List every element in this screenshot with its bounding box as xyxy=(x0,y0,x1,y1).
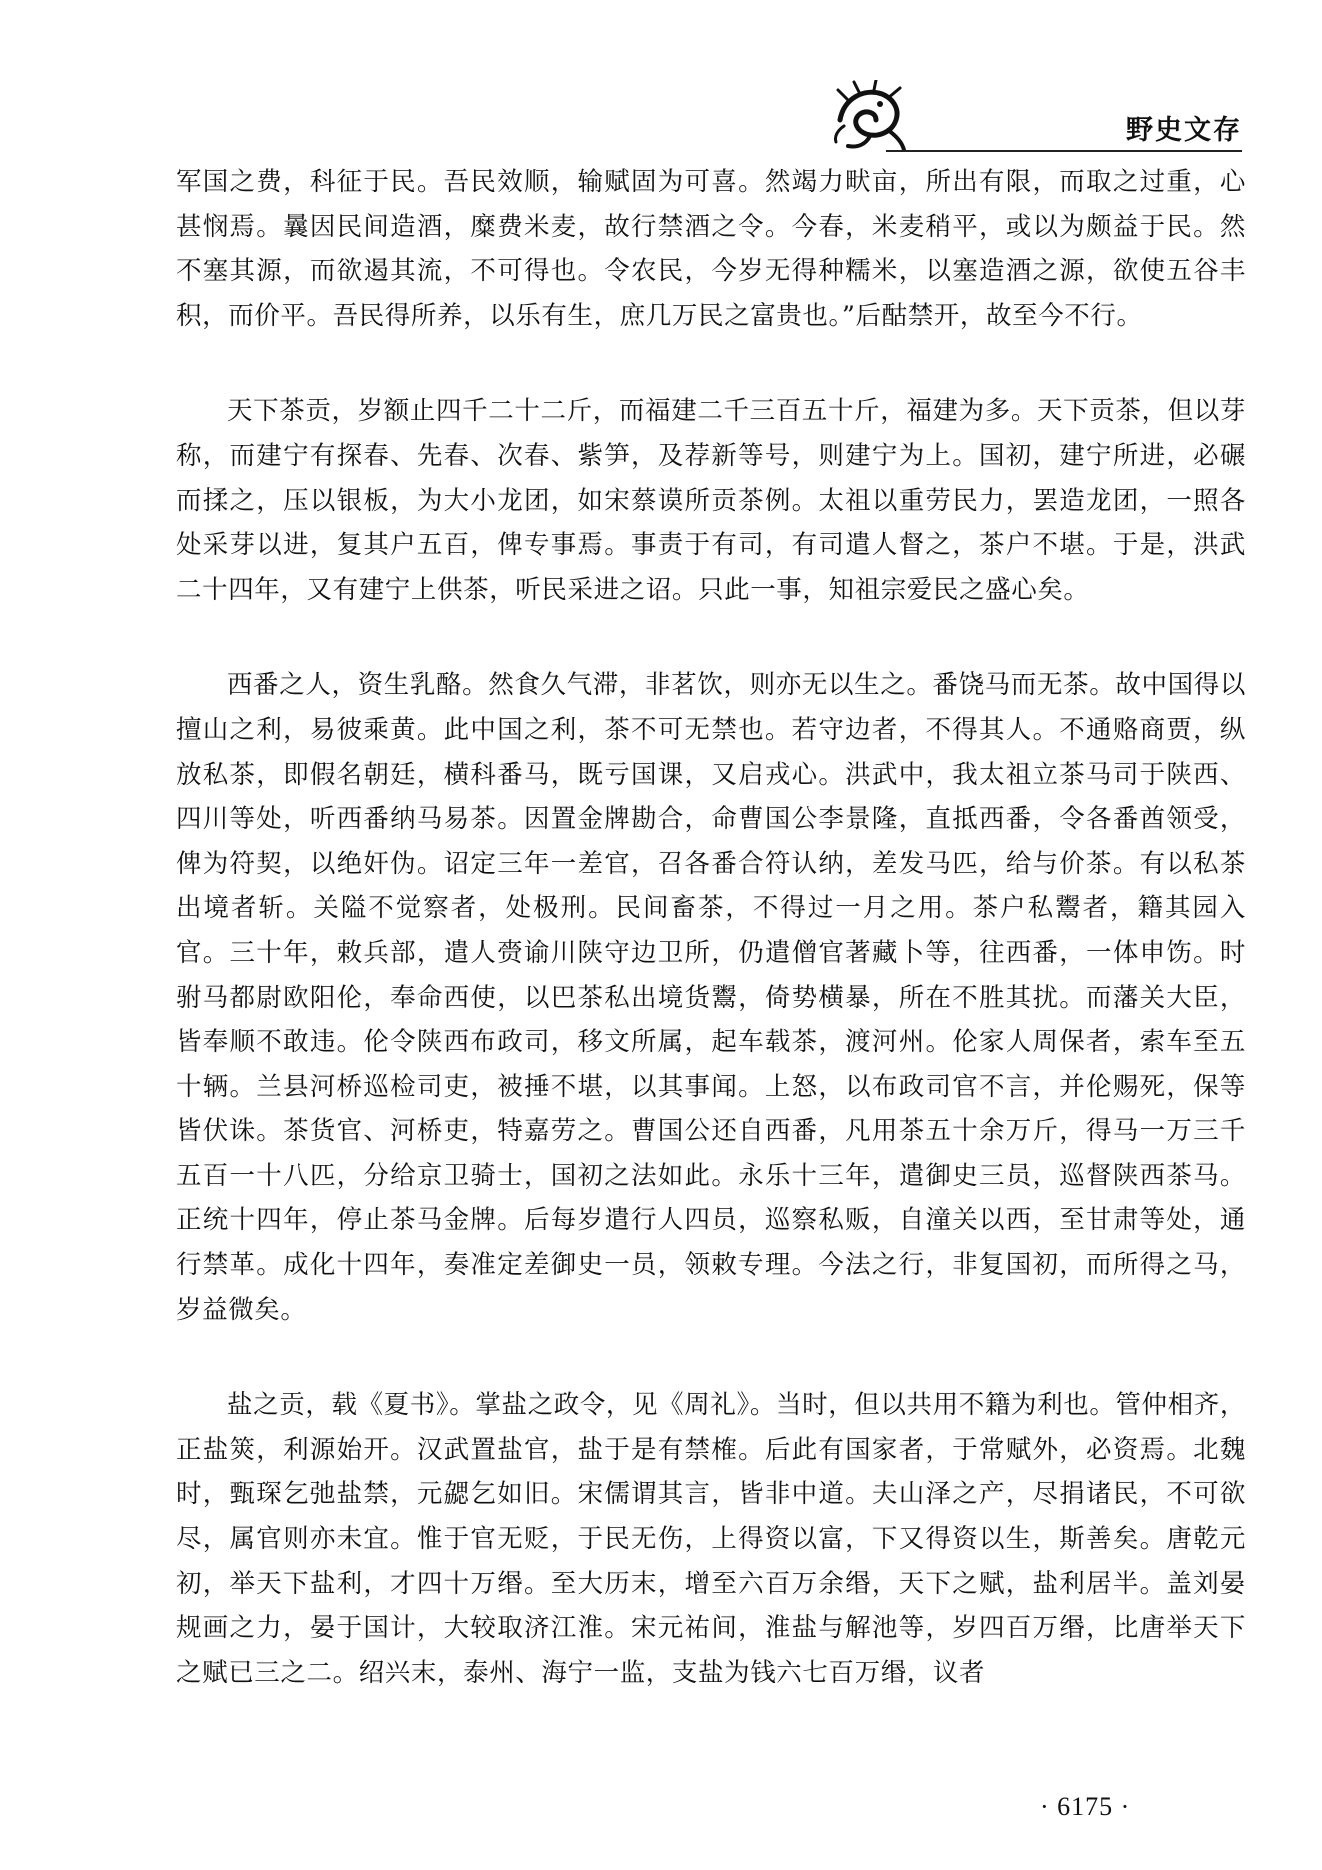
paragraph-1: 军国之费，科征于民。吾民效顺，输赋固为可喜。然竭力畎亩，所出有限，而取之过重，心甚悯焉。曩因民间造酒，糜费米麦，故行禁酒之令。今春，米麦稍平，或以为颇益于民。然不塞其源，而欲遏其流，不可得也。令农民，今岁无得种糯米，以塞造酒之源，欲使五谷丰积，而价平。吾民得所养，以乐有生，庶几万民之富贵也。”后酤禁开，故至今不行。 xyxy=(176,167,1246,331)
page-header xyxy=(830,80,1242,152)
page-number: · 6175 · xyxy=(1040,1792,1131,1821)
paragraph-4: 盐之贡，载《夏书》。掌盐之政令，见《周礼》。当时，但以共用不籍为利也。管仲相齐，正盐筴，利源始开。汉武置盐官，盐于是有禁榷。后此有国家者，于常赋外，必资焉。北魏时，甄琛乞弛盐禁，元勰乞如旧。宋儒谓其言，皆非中道。夫山泽之产，尽捐诸民，不可欲尽，属官则亦未宜。惟于官无贬，于民无伤，上得资以富，下又得资以生，斯善矣。唐乾元初，举天下盐利，才四十万缗。至大历末，增至六百万余缗，天下之赋，盐利居半。盖刘晏规画之力，晏于国计，大较取济江淮。宋元祐间，淮盐与解池等，岁四百万缗，比唐举天下之赋已三之二。绍兴末，泰州、海宁一监，支盐为钱六七百万缗，议者 xyxy=(176,1390,1246,1688)
series-title: 野史文存 xyxy=(1126,115,1242,146)
page-body xyxy=(176,160,1246,1695)
paragraph-3: 西番之人，资生乳酪。然食久气滞，非茗饮，则亦无以生之。番饶马而无茶。故中国得以擅山之利，易彼乘黄。此中国之利，茶不可无禁也。若守边者，不得其人。不通赂商贾，纵放私茶，即假名朝廷，横科番马，既亏国课，又启戎心。洪武中，我太祖立茶马司于陕西、四川等处，听西番纳马易茶。因置金牌勘合，命曹国公李景隆，直抵西番，令各番酋领受，俾为符契，以绝奸伪。诏定三年一差官，召各番合符认纳，差发马匹，给与价茶。有以私茶出境者斩。关隘不觉察者，处极刑。民间畜茶，不得过一月之用。茶户私鬻者，籍其园入官。三十年，敕兵部，遣人赍谕川陕守边卫所，仍遣僧官著藏卜等，往西番，一体申饬。时驸马都尉欧阳伦，奉命西使，以巴茶私出境货鬻，倚势横暴，所在不胜其扰。而藩关大臣，皆奉顺不敢违。伦令陕西布政司，移文所属，起车载茶，渡河州。伦家人周保者，索车至五十辆。兰县河桥巡检司吏，被捶不堪，以其事闻。上怒，以布政司官不言，并伦赐死，保等皆伏诛。茶货官、河桥吏，特嘉劳之。曹国公还自西番，凡用茶五十余万斤，得马一万三千五百一十八匹，分给京卫骑士，国初之法如此。永乐十三年，遣御史三员，巡督陕西茶马。正统十四年，停止茶马金牌。后每岁遣行人四员，巡察私贩，自潼关以西，至甘肃等处，通行禁革。成化十四年，奏准定差御史一员，领敕专理。今法之行，非复国初，而所得之马，岁益微矣。 xyxy=(176,670,1246,1325)
header-rule xyxy=(886,150,1242,152)
paragraph-gap xyxy=(176,612,1246,663)
paragraph-gap xyxy=(176,1332,1246,1383)
paragraph-gap xyxy=(176,338,1246,389)
dragon-emblem-icon xyxy=(830,80,908,152)
paragraph-2: 天下茶贡，岁额止四千二十二斤，而福建二千三百五十斤，福建为多。天下贡茶，但以芽称，而建宁有探春、先春、次春、紫笋，及荐新等号，则建宁为上。国初，建宁所进，必碾而揉之，压以银板，为大小龙团，如宋蔡谟所贡茶例。太祖以重劳民力，罢造龙团，一照各处采芽以进，复其户五百，俾专事焉。事责于有司，有司遣人督之，茶户不堪。于是，洪武二十四年，又有建宁上供茶，听民采进之诏。只此一事，知祖宗爱民之盛心矣。 xyxy=(176,396,1246,605)
